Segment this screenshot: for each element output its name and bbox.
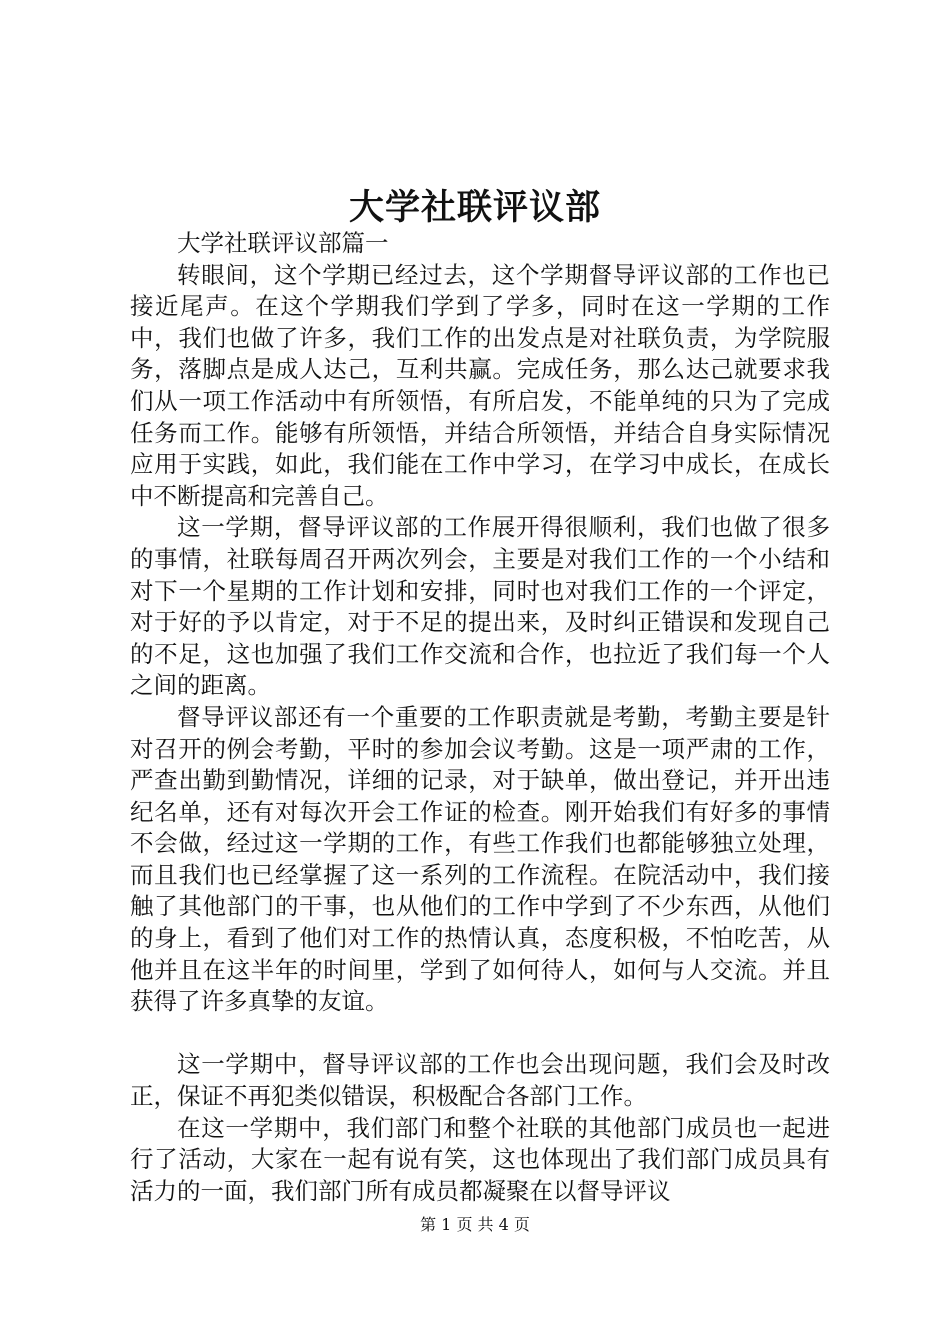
section-heading: 大学社联评议部篇一 [177,229,389,257]
page-footer: 第 1 页 共 4 页 [420,1215,530,1234]
paragraph-spacer [130,1018,830,1050]
document-title: 大学社联评议部 [348,187,601,228]
paragraph-5: 在这一学期中，我们部门和整个社联的其他部门成员也一起进行了活动，大家在一起有说有笑，这也体现出了我们部门成员具有活力的一面，我们部门所有成员都凝聚在以督导评议 [130,1113,830,1205]
document-body [130,228,830,1207]
paragraph-3: 督导评议部还有一个重要的工作职责就是考勤，考勤主要是针对召开的例会考勤，平时的参加会议考勤。这是一项严肃的工作，严查出勤到勤情况，详细的记录，对于缺单，做出登记，并开出违纪名单，还有对每次开会工作证的检查。刚开始我们有好多的事情不会做，经过这一学期的工作，有些工作我们也都能够独立处理，而且我们也已经掌握了这一系列的工作流程。在院活动中，我们接触了其他部门的干事，也从他们的工作中学到了不少东西，从他们的身上，看到了他们对工作的热情认真，态度积极，不怕吃苦，从他并且在这半年的时间里，学到了如何待人，如何与人交流。并且获得了许多真挚的友谊。 [130,702,830,1016]
paragraph-2: 这一学期，督导评议部的工作展开得很顺利，我们也做了很多的事情，社联每周召开两次列会，主要是对我们工作的一个小结和对下一个星期的工作计划和安排，同时也对我们工作的一个评定，对于好的予以肯定，对于不足的提出来，及时纠正错误和发现自己的不足，这也加强了我们工作交流和合作，也拉近了我们每一个人之间的距离。 [130,513,830,700]
paragraph-4: 这一学期中，督导评议部的工作也会出现问题，我们会及时改正，保证不再犯类似错误，积极配合各部门工作。 [130,1050,830,1111]
paragraph-1: 转眼间，这个学期已经过去，这个学期督导评议部的工作也已接近尾声。在这个学期我们学到了学多，同时在这一学期的工作中，我们也做了许多，我们工作的出发点是对社联负责，为学院服务，落脚点是成人达己，互利共赢。完成任务，那么达己就要求我们从一项工作活动中有所领悟，有所启发，不能单纯的只为了完成任务而工作。能够有所领悟，并结合所领悟，并结合自身实际情况应用于实践，如此，我们能在工作中学习，在学习中成长，在成长中不断提高和完善自己。 [130,260,830,510]
